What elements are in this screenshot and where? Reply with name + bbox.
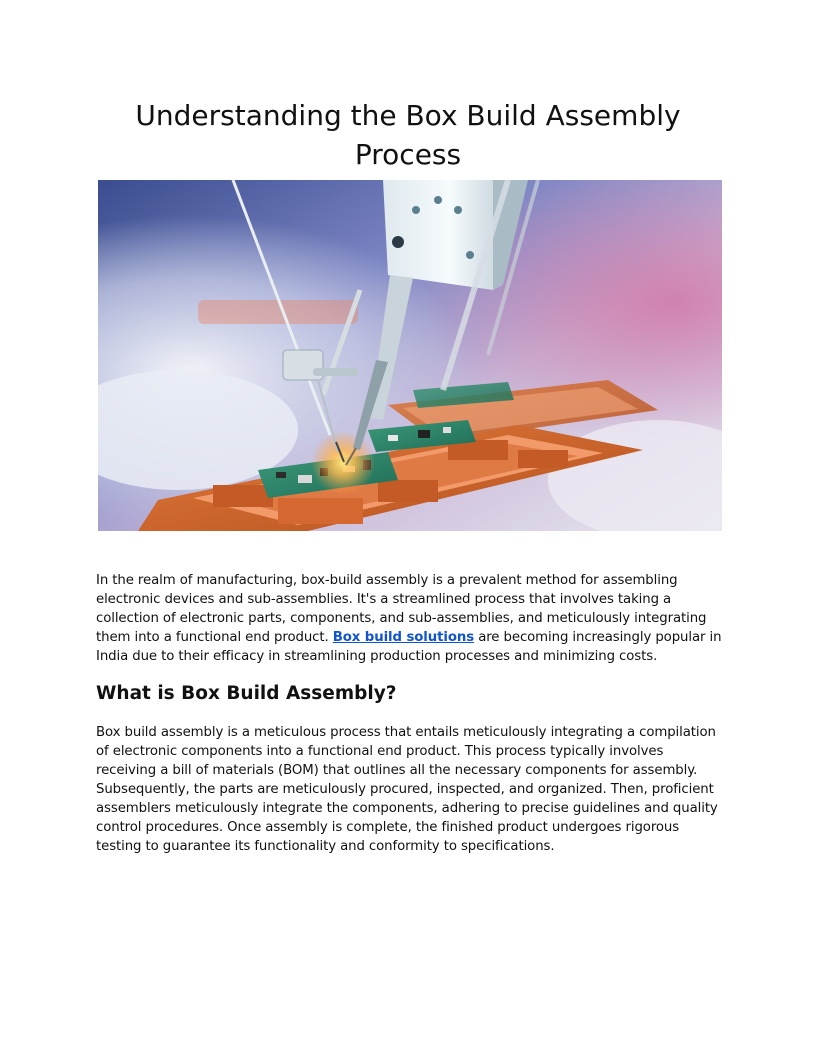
intro-paragraph (96, 571, 722, 666)
intro-text-before-link: In the realm of manufacturing, box-build assembly is a prevalent method for assembling electronic devices and sub-assemblies. It's a streamlined process that involves taking a collection of electronic parts, components, and sub-assemblies, and meticulously integrating them into a functional end product. (96, 573, 707, 645)
section-body: Box build assembly is a meticulous process that entails meticulously integrating a compilation of electronic components into a functional end product. This process typically involves receiving a bill of materials (BOM) that outlines all the necessary components for assembly. Subsequently, the parts are meticulously procured, inspected, and organized. Then, proficient assemblers meticulously integrate the components, adhering to precise guidelines and quality control procedures. Once assembly is complete, the finished product undergoes rigorous testing to guarantee its functionality and conformity to specifications. (96, 725, 718, 854)
section-heading: What is Box Build Assembly? (96, 683, 397, 704)
page-title: Understanding the Box Build Assembly Process (135, 99, 681, 171)
box-build-solutions-link[interactable]: Box build solutions (332, 630, 475, 645)
hero-image (98, 180, 722, 531)
intro-text-after-link: are becoming increasingly popular in India due to their efficacy in streamlining production processes and minimizing costs. (96, 630, 722, 664)
